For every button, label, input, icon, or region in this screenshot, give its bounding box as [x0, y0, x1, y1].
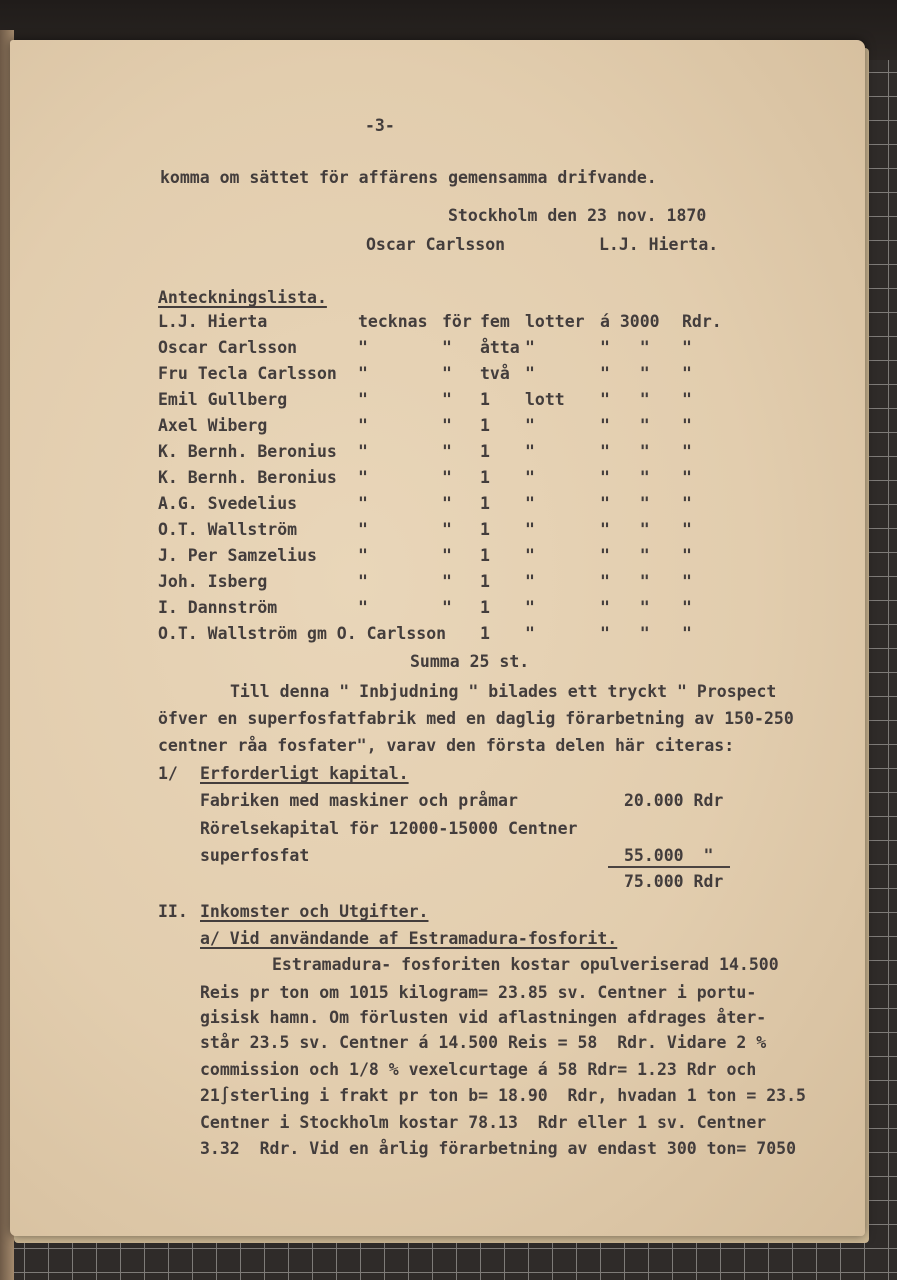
- lot-amount: 1: [480, 494, 490, 513]
- lot-unit: ": [525, 338, 535, 357]
- ditto-mark: ": [442, 598, 452, 617]
- body-line: gisisk hamn. Om förlusten vid aflastningen afdrages åter-: [200, 1008, 767, 1027]
- currency: ": [682, 468, 692, 487]
- capital-row-value: 55.000 ": [624, 846, 714, 865]
- summa-line: Summa 25 st.: [410, 652, 530, 671]
- ditto-mark: för: [442, 312, 472, 331]
- currency: ": [682, 624, 692, 643]
- capital-row-label: Fabriken med maskiner och pråmar: [200, 791, 518, 810]
- lot-unit: ": [525, 364, 535, 383]
- subscriber-name: O.T. Wallström: [158, 520, 298, 539]
- document-page: [10, 40, 865, 1236]
- lot-rate: " ": [600, 468, 650, 487]
- lot-rate: " ": [600, 546, 650, 565]
- lot-unit: ": [525, 494, 535, 513]
- lot-amount: 1: [480, 572, 490, 591]
- currency: Rdr.: [682, 312, 722, 331]
- subscriber-name: K. Bernh. Beronius: [158, 442, 337, 461]
- capital-row-label: Rörelsekapital för 12000-15000 Centner: [200, 819, 578, 838]
- lot-amount: två: [480, 364, 510, 383]
- lot-rate: " ": [600, 442, 650, 461]
- ditto-mark: ": [442, 494, 452, 513]
- ditto-mark: ": [442, 442, 452, 461]
- lot-rate: " ": [600, 338, 650, 357]
- ditto-mark: ": [358, 520, 368, 539]
- lot-rate: " ": [600, 624, 650, 643]
- currency: ": [682, 442, 692, 461]
- currency: ": [682, 546, 692, 565]
- currency: ": [682, 416, 692, 435]
- ditto-mark: ": [442, 572, 452, 591]
- lot-amount: 1: [480, 598, 490, 617]
- paragraph-line: öfver en superfosfatfabrik med en daglig förarbetning av 150-250: [158, 709, 794, 728]
- paragraph-line: centner råa fosfater", varav den första delen här citeras:: [158, 736, 735, 755]
- lot-unit: ": [525, 624, 535, 643]
- ditto-mark: ": [358, 442, 368, 461]
- lot-amount: 1: [480, 624, 490, 643]
- ditto-mark: ": [442, 546, 452, 565]
- ditto-mark: ": [358, 416, 368, 435]
- section-title: Erforderligt kapital.: [200, 764, 409, 783]
- lot-amount: 1: [480, 442, 490, 461]
- dateline: Stockholm den 23 nov. 1870: [448, 206, 707, 225]
- lot-rate: " ": [600, 572, 650, 591]
- subscriber-name: L.J. Hierta: [158, 312, 268, 331]
- signatory-hierta: L.J. Hierta.: [599, 235, 719, 254]
- ditto-mark: ": [442, 338, 452, 357]
- ditto-mark: tecknas: [358, 312, 428, 331]
- currency: ": [682, 598, 692, 617]
- capital-total: 75.000 Rdr: [624, 872, 724, 891]
- body-line: 21∫sterling i frakt pr ton b= 18.90 Rdr, hvadan 1 ton = 23.5: [200, 1086, 806, 1105]
- lot-rate: " ": [600, 390, 650, 409]
- lot-unit: ": [525, 598, 535, 617]
- ditto-mark: ": [358, 468, 368, 487]
- ditto-mark: ": [442, 364, 452, 383]
- ditto-mark: ": [442, 468, 452, 487]
- page-number: -3-: [365, 116, 395, 135]
- lot-unit: ": [525, 546, 535, 565]
- lot-rate: " ": [600, 598, 650, 617]
- capital-row-label: superfosfat: [200, 846, 310, 865]
- list-heading: Anteckningslista.: [158, 288, 327, 307]
- ditto-mark: ": [358, 546, 368, 565]
- body-line: Centner i Stockholm kostar 78.13 Rdr eller 1 sv. Centner: [200, 1113, 767, 1132]
- section-number: 1/: [158, 764, 178, 783]
- subscriber-name: Oscar Carlsson: [158, 338, 298, 357]
- subscriber-name: O.T. Wallström gm O. Carlsson: [158, 624, 447, 643]
- intro-line: komma om sättet för affärens gemensamma drifvande.: [160, 168, 657, 187]
- lot-amount: 1: [480, 468, 490, 487]
- body-line: 3.32 Rdr. Vid en årlig förarbetning av endast 300 ton= 7050: [200, 1139, 797, 1158]
- ditto-mark: ": [358, 572, 368, 591]
- body-line: Estramadura- fosforiten kostar opulveriserad 14.500: [272, 955, 779, 974]
- currency: ": [682, 520, 692, 539]
- ditto-mark: ": [442, 416, 452, 435]
- section-number: II.: [158, 902, 188, 921]
- ditto-mark: ": [358, 598, 368, 617]
- ditto-mark: ": [358, 390, 368, 409]
- body-line: står 23.5 sv. Centner á 14.500 Reis = 58 Rdr. Vidare 2 %: [200, 1033, 767, 1052]
- ditto-mark: ": [442, 390, 452, 409]
- currency: ": [682, 364, 692, 383]
- currency: ": [682, 572, 692, 591]
- lot-amount: 1: [480, 416, 490, 435]
- subscriber-name: Fru Tecla Carlsson: [158, 364, 337, 383]
- ditto-mark: ": [442, 520, 452, 539]
- lot-rate: " ": [600, 520, 650, 539]
- lot-amount: fem: [480, 312, 510, 331]
- currency: ": [682, 390, 692, 409]
- currency: ": [682, 338, 692, 357]
- signatory-carlsson: Oscar Carlsson: [366, 235, 506, 254]
- lot-amount: åtta: [480, 338, 520, 357]
- subscriber-name: Joh. Isberg: [158, 572, 268, 591]
- subscriber-name: J. Per Samzelius: [158, 546, 317, 565]
- subscriber-name: K. Bernh. Beronius: [158, 468, 337, 487]
- lot-unit: ": [525, 416, 535, 435]
- lot-unit: ": [525, 520, 535, 539]
- section-title: Inkomster och Utgifter.: [200, 902, 429, 921]
- ditto-mark: ": [358, 338, 368, 357]
- lot-amount: 1: [480, 546, 490, 565]
- body-line: commission och 1/8 % vexelcurtage á 58 Rdr= 1.23 Rdr och: [200, 1060, 757, 1079]
- subscriber-name: I. Dannström: [158, 598, 278, 617]
- lot-rate: " ": [600, 416, 650, 435]
- lot-amount: 1: [480, 390, 490, 409]
- lot-unit: ": [525, 572, 535, 591]
- lot-rate: á 3000: [600, 312, 660, 331]
- lot-unit: lott: [525, 390, 565, 409]
- lot-rate: " ": [600, 364, 650, 383]
- lot-unit: ": [525, 468, 535, 487]
- subscriber-name: Emil Gullberg: [158, 390, 288, 409]
- subscriber-name: Axel Wiberg: [158, 416, 268, 435]
- lot-rate: " ": [600, 494, 650, 513]
- ditto-mark: ": [358, 364, 368, 383]
- paragraph-line: Till denna " Inbjudning " bilades ett tryckt " Prospect: [230, 682, 777, 701]
- body-line: Reis pr ton om 1015 kilogram= 23.85 sv. Centner i portu-: [200, 983, 757, 1002]
- lot-unit: ": [525, 442, 535, 461]
- section-subtitle: a/ Vid användande af Estramadura-fosforit.: [200, 929, 618, 948]
- lot-amount: 1: [480, 520, 490, 539]
- currency: ": [682, 494, 692, 513]
- capital-row-value: 20.000 Rdr: [624, 791, 724, 810]
- subscriber-name: A.G. Svedelius: [158, 494, 298, 513]
- sum-rule: [608, 866, 730, 868]
- lot-unit: lotter: [525, 312, 585, 331]
- ditto-mark: ": [358, 494, 368, 513]
